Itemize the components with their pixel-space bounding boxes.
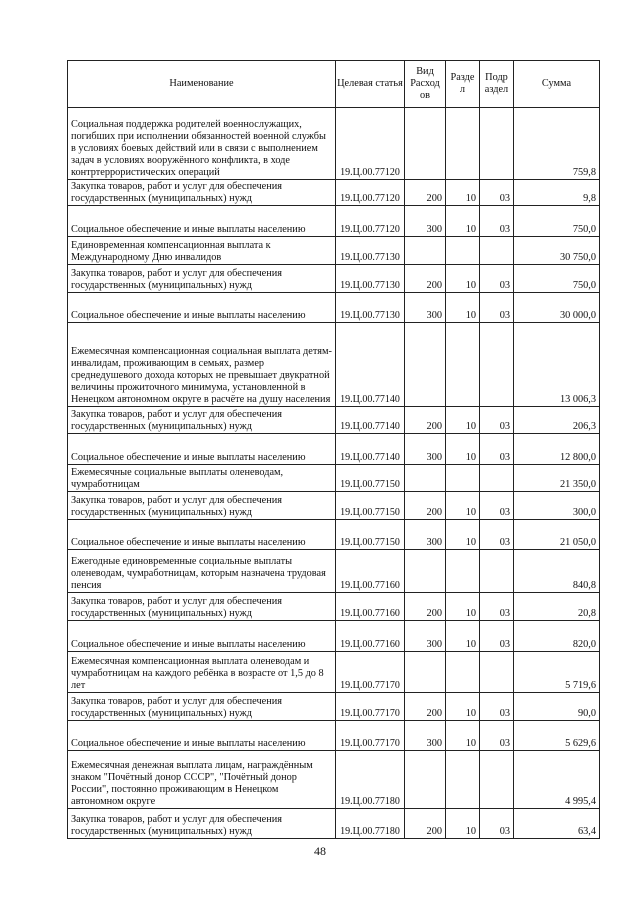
row-kind: 200: [405, 265, 446, 293]
row-name: Закупка товаров, работ и услуг для обеспечения государственных (муниципальных) нужд: [68, 265, 336, 293]
table-row: [68, 593, 600, 621]
header-target: Целевая статья: [336, 61, 405, 108]
row-section: 10: [446, 265, 480, 293]
row-subsection: 03: [480, 206, 514, 237]
row-target: 19.Ц.00.77130: [336, 237, 405, 265]
row-kind: 200: [405, 809, 446, 839]
row-subsection: [480, 465, 514, 492]
row-section: 10: [446, 206, 480, 237]
row-name: Единовременная компенсационная выплата к Международному Дню инвалидов: [68, 237, 336, 265]
row-section: [446, 323, 480, 407]
table-row: [68, 237, 600, 265]
row-target: 19.Ц.00.77120: [336, 108, 405, 180]
row-name: Закупка товаров, работ и услуг для обеспечения государственных (муниципальных) нужд: [68, 180, 336, 206]
table-header-row: [68, 61, 600, 108]
page-number: 48: [314, 844, 326, 858]
row-target: 19.Ц.00.77170: [336, 652, 405, 693]
row-name: Закупка товаров, работ и услуг для обеспечения государственных (муниципальных) нужд: [68, 809, 336, 839]
row-subsection: 03: [480, 407, 514, 434]
row-name: Закупка товаров, работ и услуг для обеспечения государственных (муниципальных) нужд: [68, 593, 336, 621]
row-subsection: [480, 108, 514, 180]
row-section: 10: [446, 593, 480, 621]
row-kind: 200: [405, 593, 446, 621]
row-section: [446, 108, 480, 180]
row-target: 19.Ц.00.77140: [336, 407, 405, 434]
header-section: Разде л: [446, 61, 480, 108]
row-section: [446, 652, 480, 693]
row-kind: [405, 652, 446, 693]
row-target: 19.Ц.00.77170: [336, 721, 405, 751]
row-target: 19.Ц.00.77140: [336, 434, 405, 465]
row-kind: 300: [405, 520, 446, 550]
row-target: 19.Ц.00.77120: [336, 206, 405, 237]
row-kind: [405, 550, 446, 593]
row-sum: 30 750,0: [514, 237, 600, 265]
row-kind: 300: [405, 206, 446, 237]
row-sum: 820,0: [514, 621, 600, 652]
row-target: 19.Ц.00.77150: [336, 492, 405, 520]
row-name: Социальное обеспечение и иные выплаты населению: [68, 206, 336, 237]
row-subsection: [480, 550, 514, 593]
row-name: Ежемесячная денежная выплата лицам, награждённым знаком "Почётный донор СССР", "Почётный донор России", постоянно проживающим в Ненецком автономном округе: [68, 751, 336, 809]
row-target: 19.Ц.00.77170: [336, 693, 405, 721]
row-sum: 759,8: [514, 108, 600, 180]
row-target: 19.Ц.00.77160: [336, 550, 405, 593]
header-name: Наименование: [68, 61, 336, 108]
table-row: [68, 206, 600, 237]
row-sum: 63,4: [514, 809, 600, 839]
row-kind: 200: [405, 180, 446, 206]
row-target: 19.Ц.00.77150: [336, 520, 405, 550]
row-target: 19.Ц.00.77130: [336, 265, 405, 293]
row-section: 10: [446, 809, 480, 839]
budget-table: [67, 60, 600, 839]
row-name: Социальное обеспечение и иные выплаты населению: [68, 520, 336, 550]
row-name: Ежемесячная компенсационная выплата оленеводам и чумработницам на каждого ребёнка в возрасте от 1,5 до 8 лет: [68, 652, 336, 693]
table-row: [68, 108, 600, 180]
table-row: [68, 407, 600, 434]
row-section: 10: [446, 721, 480, 751]
row-kind: [405, 237, 446, 265]
row-subsection: 03: [480, 621, 514, 652]
row-target: 19.Ц.00.77160: [336, 621, 405, 652]
table-row: [68, 520, 600, 550]
row-name: Социальное обеспечение и иные выплаты населению: [68, 621, 336, 652]
row-name: Социальное обеспечение и иные выплаты населению: [68, 721, 336, 751]
table-row: [68, 693, 600, 721]
row-section: 10: [446, 693, 480, 721]
row-kind: 300: [405, 721, 446, 751]
header-sum: Сумма: [514, 61, 600, 108]
row-kind: 200: [405, 693, 446, 721]
row-sum: 750,0: [514, 206, 600, 237]
row-kind: [405, 323, 446, 407]
table-row: [68, 621, 600, 652]
row-sum: 206,3: [514, 407, 600, 434]
row-kind: 200: [405, 492, 446, 520]
table-row: [68, 751, 600, 809]
row-sum: 750,0: [514, 265, 600, 293]
row-subsection: 03: [480, 520, 514, 550]
row-subsection: 03: [480, 180, 514, 206]
row-name: Закупка товаров, работ и услуг для обеспечения государственных (муниципальных) нужд: [68, 492, 336, 520]
row-name: Ежемесячные социальные выплаты оленеводам, чумработницам: [68, 465, 336, 492]
row-subsection: 03: [480, 293, 514, 323]
row-subsection: 03: [480, 721, 514, 751]
row-sum: 4 995,4: [514, 751, 600, 809]
row-section: [446, 751, 480, 809]
row-subsection: [480, 652, 514, 693]
row-section: 10: [446, 293, 480, 323]
row-name: Закупка товаров, работ и услуг для обеспечения государственных (муниципальных) нужд: [68, 407, 336, 434]
table-row: [68, 550, 600, 593]
header-kind: Вид Расход ов: [405, 61, 446, 108]
row-section: 10: [446, 520, 480, 550]
row-section: 10: [446, 180, 480, 206]
row-subsection: 03: [480, 492, 514, 520]
table-row: [68, 293, 600, 323]
row-kind: [405, 751, 446, 809]
row-target: 19.Ц.00.77130: [336, 293, 405, 323]
row-section: 10: [446, 407, 480, 434]
table-row: [68, 180, 600, 206]
row-subsection: [480, 237, 514, 265]
row-target: 19.Ц.00.77150: [336, 465, 405, 492]
row-subsection: 03: [480, 434, 514, 465]
row-sum: 9,8: [514, 180, 600, 206]
row-target: 19.Ц.00.77180: [336, 809, 405, 839]
row-sum: 5 719,6: [514, 652, 600, 693]
row-sum: 12 800,0: [514, 434, 600, 465]
row-subsection: 03: [480, 693, 514, 721]
row-target: 19.Ц.00.77120: [336, 180, 405, 206]
row-name: Закупка товаров, работ и услуг для обеспечения государственных (муниципальных) нужд: [68, 693, 336, 721]
row-kind: 300: [405, 621, 446, 652]
row-sum: 13 006,3: [514, 323, 600, 407]
table-row: [68, 434, 600, 465]
table-row: [68, 721, 600, 751]
row-section: 10: [446, 492, 480, 520]
row-target: 19.Ц.00.77140: [336, 323, 405, 407]
row-name: Ежемесячная компенсационная социальная выплата детям-инвалидам, проживающим в семьях, размер среднедушевого дохода которых не превышает двукратной величины прожиточного минимума, установленной в Ненецком автономном округе в расчёте на душу населения: [68, 323, 336, 407]
table-row: [68, 465, 600, 492]
row-section: 10: [446, 434, 480, 465]
row-subsection: [480, 751, 514, 809]
row-subsection: [480, 323, 514, 407]
row-name: Социальное обеспечение и иные выплаты населению: [68, 293, 336, 323]
row-sum: 5 629,6: [514, 721, 600, 751]
row-section: [446, 465, 480, 492]
row-name: Ежегодные единовременные социальные выплаты оленеводам, чумработницам, которым назначена трудовая пенсия: [68, 550, 336, 593]
table-row: [68, 323, 600, 407]
row-section: [446, 237, 480, 265]
row-subsection: 03: [480, 593, 514, 621]
row-subsection: 03: [480, 265, 514, 293]
table-row: [68, 809, 600, 839]
row-kind: 300: [405, 434, 446, 465]
table-body: [68, 108, 600, 839]
row-section: 10: [446, 621, 480, 652]
row-kind: 200: [405, 407, 446, 434]
row-name: Социальная поддержка родителей военнослужащих, погибших при исполнении обязанностей военной службы в условиях боевых действий или в связи с выполнением задач в условиях вооружённого конфликта, в ходе контртеррористических операций: [68, 108, 336, 180]
header-subsection: Подр аздел: [480, 61, 514, 108]
table-row: [68, 652, 600, 693]
table-row: [68, 265, 600, 293]
row-sum: 21 050,0: [514, 520, 600, 550]
row-sum: 20,8: [514, 593, 600, 621]
row-target: 19.Ц.00.77160: [336, 593, 405, 621]
row-target: 19.Ц.00.77180: [336, 751, 405, 809]
row-subsection: 03: [480, 809, 514, 839]
row-kind: 300: [405, 293, 446, 323]
row-section: [446, 550, 480, 593]
row-kind: [405, 465, 446, 492]
row-sum: 840,8: [514, 550, 600, 593]
row-sum: 30 000,0: [514, 293, 600, 323]
table-row: [68, 492, 600, 520]
row-name: Социальное обеспечение и иные выплаты населению: [68, 434, 336, 465]
row-sum: 90,0: [514, 693, 600, 721]
row-kind: [405, 108, 446, 180]
row-sum: 21 350,0: [514, 465, 600, 492]
row-sum: 300,0: [514, 492, 600, 520]
